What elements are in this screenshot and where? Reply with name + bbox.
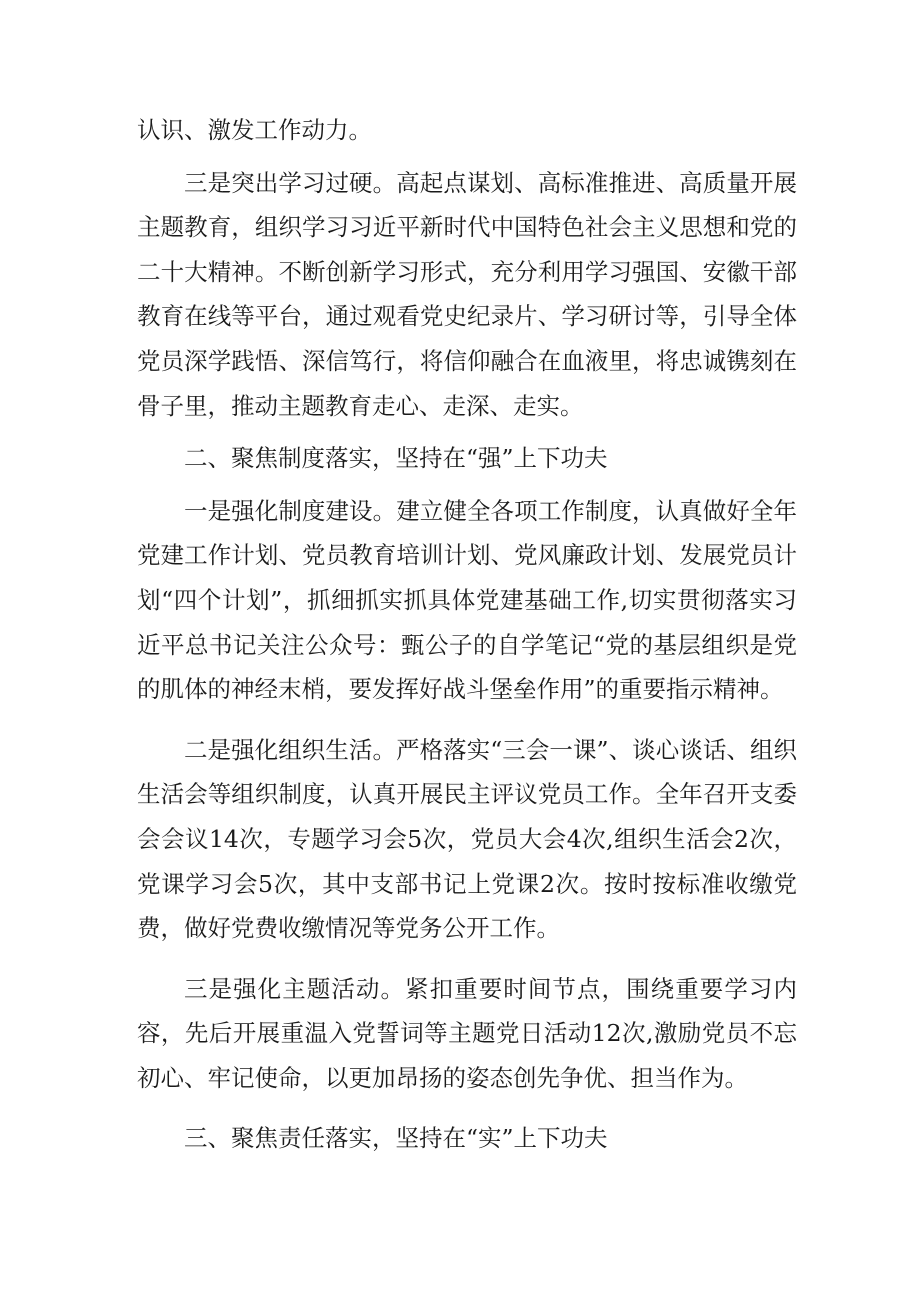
section-heading-three: 三、聚焦责任落实，坚持在“实”上下功夫 <box>184 1124 608 1153</box>
document-body <box>137 108 797 1161</box>
paragraph-system-building: 一是强化制度建设。建立健全各项工作制度，认真做好全年党建工作计划、党员教育培训计划、党风廉政计划、发展党员计划“四个计划”，抓细抓实抓具体党建基础工作,切实贯彻落实习近平总书记关注公众号：甄公子的自学笔记“党的基层组织是党的肌体的神经末梢，要发挥好战斗堡垒作用”的重要指示精神。 <box>137 496 797 704</box>
paragraph-organization-life: 二是强化组织生活。严格落实“三会一课”、谈心谈话、组织生活会等组织制度，认真开展民主评议党员工作。全年召开支委会会议14次，专题学习会5次，党员大会4次,组织生活会2次，党课学习会5次，其中支部书记上党课2次。按时按标准收缴党费，做好党费收缴情况等党务公开工作。 <box>137 735 797 943</box>
section-heading-two: 二、聚焦制度落实，坚持在“强”上下功夫 <box>184 444 608 473</box>
paragraph-theme-activities: 三是强化主题活动。紧扣重要时间节点，围绕重要学习内容，先后开展重温入党誓词等主题党日活动12次,激励党员不忘初心、牢记使命，以更加昂扬的姿态创先争优、担当作为。 <box>137 974 797 1092</box>
paragraph-continuation: 认识、激发工作动力。 <box>137 116 372 144</box>
paragraph-study: 三是突出学习过硬。高起点谋划、高标准推进、高质量开展主题教育，组织学习习近平新时代中国特色社会主义思想和党的二十大精神。不断创新学习形式，充分利用学习强国、安徽干部教育在线等平台，通过观看党史纪录片、学习研讨等，引导全体党员深学践悟、深信笃行，将信仰融合在血液里，将忠诚镌刻在骨子里，推动主题教育走心、走深、走实。 <box>137 168 797 420</box>
